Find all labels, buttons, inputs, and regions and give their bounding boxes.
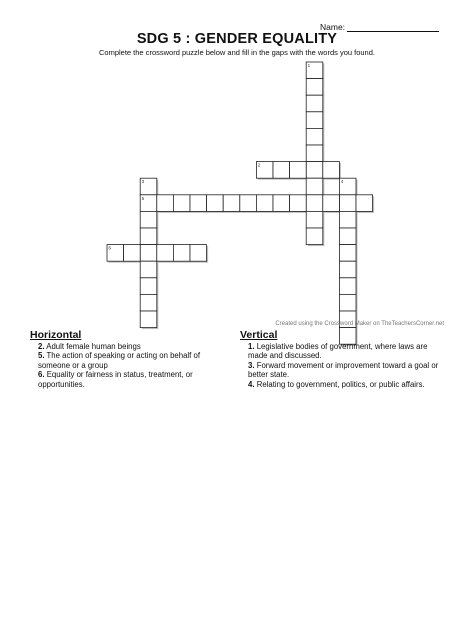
crossword-cell[interactable] xyxy=(240,195,257,212)
crossword-cell[interactable] xyxy=(339,211,356,228)
crossword-cell[interactable] xyxy=(339,278,356,295)
cell-number: 6 xyxy=(108,245,111,251)
crossword-cell[interactable] xyxy=(140,245,157,262)
crossword-cell[interactable] xyxy=(223,195,240,212)
crossword-cell[interactable] xyxy=(140,294,157,311)
crossword-cell[interactable] xyxy=(323,195,340,212)
crossword-cell[interactable] xyxy=(323,162,340,179)
credit-text: Created using the Crossword Maker on TheTeachersCorner.net xyxy=(275,321,444,327)
crossword-cell[interactable] xyxy=(339,228,356,245)
instructions: Complete the crossword puzzle below and fill in the gaps with the words you found. xyxy=(99,48,375,57)
cell-number: 5 xyxy=(141,195,145,201)
crossword-cell[interactable] xyxy=(124,245,141,262)
crossword-cell[interactable] xyxy=(273,162,290,179)
crossword-cell[interactable] xyxy=(339,261,356,278)
cell-number: 3 xyxy=(141,179,145,185)
crossword-cell[interactable] xyxy=(306,112,323,129)
clue-6: 6. Equality or fairness in status, treatment, or opportunities. xyxy=(38,370,193,389)
crossword-cell[interactable] xyxy=(356,195,373,212)
cell-number: 4 xyxy=(340,179,344,185)
crossword-cell[interactable] xyxy=(306,228,323,245)
crossword-cell[interactable] xyxy=(140,211,157,228)
cell-number: 2 xyxy=(257,162,261,168)
horizontal-clues xyxy=(30,331,230,390)
crossword-cell[interactable] xyxy=(306,79,323,96)
crossword-cell[interactable] xyxy=(140,228,157,245)
crossword-cell[interactable] xyxy=(273,195,290,212)
crossword-cell[interactable] xyxy=(207,195,224,212)
crossword-cell[interactable] xyxy=(190,245,207,262)
crossword-cell[interactable] xyxy=(306,145,323,162)
crossword-cell[interactable] xyxy=(339,245,356,262)
vertical-heading: Vertical xyxy=(240,329,278,341)
crossword-cell[interactable] xyxy=(173,195,190,212)
clue-4: 4. Relating to government, politics, or public affairs. xyxy=(248,379,425,389)
clue-5: 5. The action of speaking or acting on behalf of someone or a group xyxy=(38,351,200,370)
crossword-cell[interactable] xyxy=(173,245,190,262)
name-label: Name: xyxy=(320,22,346,32)
crossword-cell[interactable] xyxy=(140,261,157,278)
crossword-cell[interactable] xyxy=(339,195,356,212)
crossword-cell[interactable] xyxy=(306,195,323,212)
crossword-cell[interactable] xyxy=(339,294,356,311)
clue-1: 1. Legislative bodies of government, where laws are made and discussed. xyxy=(248,341,428,361)
crossword-cell[interactable] xyxy=(157,245,174,262)
crossword-cell[interactable] xyxy=(306,128,323,145)
crossword-cell[interactable] xyxy=(256,195,273,212)
crossword-cell[interactable] xyxy=(157,195,174,212)
crossword-cell[interactable] xyxy=(140,278,157,295)
crossword-cell[interactable] xyxy=(306,162,323,179)
clue-3: 3. Forward movement or improvement toward a goal or better state. xyxy=(248,360,439,380)
crossword-cell[interactable] xyxy=(306,178,323,195)
cell-number: 1 xyxy=(307,63,311,68)
crossword-cell[interactable] xyxy=(306,211,323,228)
crossword-cell[interactable] xyxy=(290,195,307,212)
crossword-cell[interactable] xyxy=(140,311,157,328)
vertical-clues xyxy=(240,331,445,390)
page-title: SDG 5 : GENDER EQUALITY xyxy=(136,31,338,47)
crossword-cell[interactable] xyxy=(306,95,323,112)
horizontal-heading: Horizontal xyxy=(30,329,82,341)
crossword-cell[interactable] xyxy=(190,195,207,212)
clue-2: 2. Adult female human beings xyxy=(38,341,141,351)
crossword-cell[interactable] xyxy=(290,162,307,179)
